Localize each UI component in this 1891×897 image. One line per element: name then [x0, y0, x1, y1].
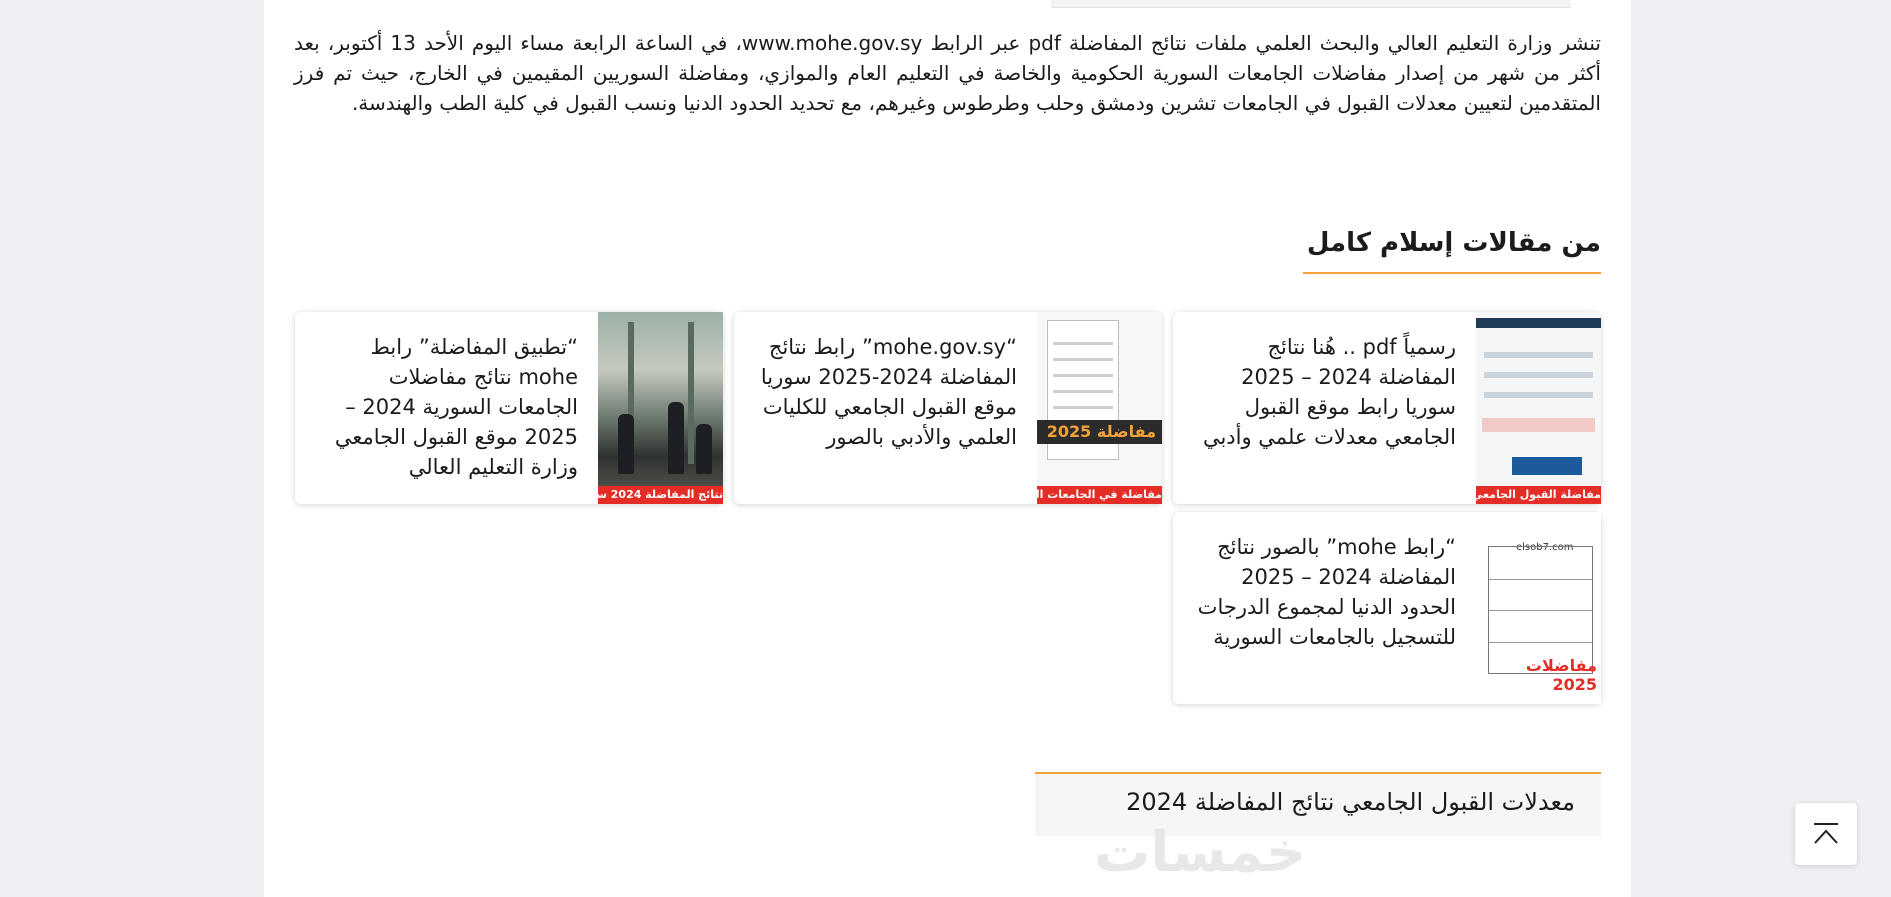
related-heading: من مقالات إسلام كامل [1303, 228, 1601, 274]
card-title[interactable]: رسمياً pdf .. هُنا نتائج المفاضلة 2024 – 2025 سوريا رابط موقع القبول الجامعي معدلات علمي وأدبي [1202, 335, 1456, 449]
top-strip [1051, 0, 1571, 8]
card-thumbnail[interactable] [1476, 512, 1601, 704]
related-card-2[interactable] [734, 312, 1162, 504]
thumbnail-label: مفاضلة 2025 [1046, 422, 1156, 441]
thumbnail-caption: مفاضلة في الجامعات السورية [1037, 486, 1162, 504]
article-intro: تنشر وزارة التعليم العالي والبحث العلمي ملفات نتائج المفاضلة pdf عبر الرابط www.mohe.gov.sy، في الساعة الرابعة مساء اليوم الأحد 13 أكتوبر، بعد أكثر من شهر من إصدار مفاضلات الجامعات السورية الحكومية والخاصة في التعليم العام والموازي، ومفاضلة السوريين المقيمين في الخارج، حيث تم فرز المتقدمين لتعيين معدلات القبول في الجامعات تشرين ودمشق وحلب وطرطوس وغيرهم، مع تحديد الحدود الدنيا ونسب القبول في كلية الطب والهندسة. [294, 31, 1601, 115]
related-section-header [1303, 228, 1601, 274]
thumbnail-logo: elsob7.com [1516, 542, 1574, 553]
subsection-heading: معدلات القبول الجامعي نتائج المفاضلة 2024 [1126, 788, 1575, 816]
card-title[interactable]: “رابط mohe” بالصور نتائج المفاضلة 2024 – 2025 الحدود الدنيا لمجموع الدرجات للتسجيل بالجامعات السورية [1197, 535, 1456, 649]
article-page [264, 0, 1631, 897]
related-card-1[interactable] [1173, 312, 1601, 504]
card-thumbnail[interactable] [574, 312, 723, 504]
chevron-up-icon [1811, 819, 1841, 849]
card-title[interactable]: “تطبيق المفاضلة” رابط mohe نتائج مفاضلات الجامعات السورية 2024 – 2025 موقع القبول الجامعي وزارة التعليم العالي [334, 335, 578, 479]
watermark-logo: خمسات [1094, 820, 1307, 885]
card-thumbnail[interactable] [1000, 312, 1162, 504]
thumbnail-label: مفاضلات 2025 [1525, 656, 1597, 694]
card-thumbnail[interactable] [1437, 312, 1601, 504]
back-to-top-button[interactable] [1795, 803, 1857, 865]
card-title[interactable]: “mohe.gov.sy” رابط نتائج المفاضلة 2024-2025 سوريا موقع القبول الجامعي للكليات العلمي والأدبي بالصور [760, 335, 1017, 449]
related-card-3[interactable] [295, 312, 723, 504]
thumbnail-caption: نتائج المفاضلة 2024 سوريا [598, 486, 723, 504]
thumbnail-caption: مفاضلة القبول الجامعي 2025 [1476, 486, 1601, 504]
related-card-4[interactable] [1173, 512, 1601, 704]
